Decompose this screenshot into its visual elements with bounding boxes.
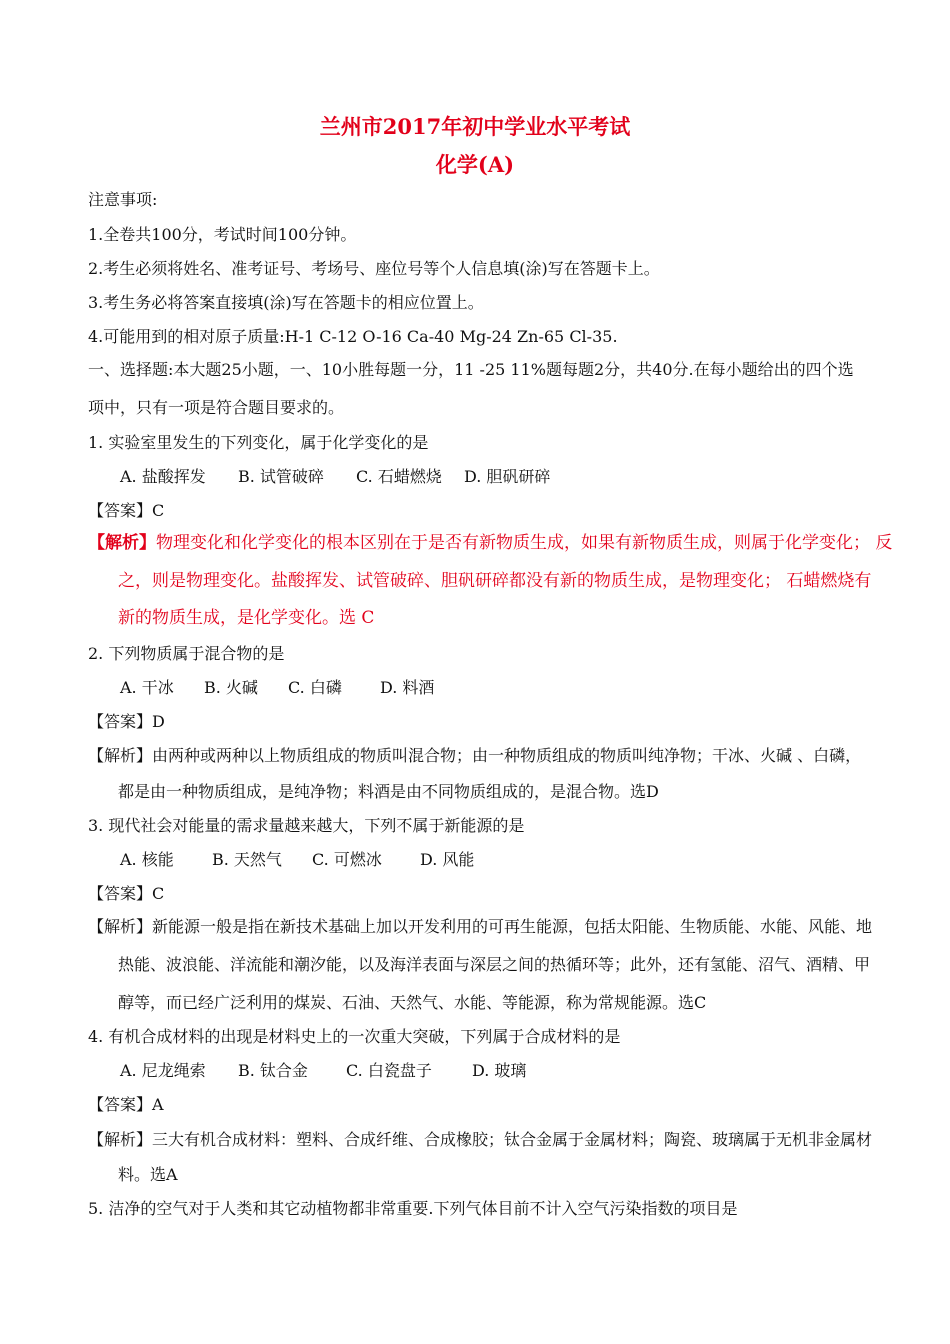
- analysis-line: 新的物质生成，是化学变化。选 C: [118, 608, 375, 628]
- analysis-line: 之，则是物理变化。盐酸挥发、试管破碎、胆矾研碎都没有新的物质生成，是物理变化； 石蜡燃烧有: [118, 571, 872, 591]
- section-intro: 一、选择题:本大题25小题，一、10小胜每题一分，11 -25 11%题每题2分，共40分.在每小题给出的四个选: [88, 360, 854, 379]
- question-options: [120, 1060, 526, 1082]
- option: A. 核能: [120, 850, 174, 869]
- analysis-tag: 【解析】: [88, 746, 153, 765]
- question-stem: 5. 洁净的空气对于人类和其它动植物都非常重要.下列气体目前不计入空气污染指数的项目是: [88, 1199, 738, 1218]
- question-stem: 4. 有机合成材料的出现是材料史上的一次重大突破，下列属于合成材料的是: [88, 1027, 621, 1046]
- question-options: [120, 466, 550, 488]
- option: B. 火碱: [204, 678, 258, 697]
- answer-tag: 【答案】: [88, 501, 153, 520]
- option: A. 尼龙绳索: [120, 1061, 206, 1080]
- analysis-text: 新能源一般是指在新技术基础上加以开发利用的可再生能源，包括太阳能、生物质能、水能、风能、地: [152, 917, 873, 936]
- analysis-line: 都是由一种物质组成，是纯净物；料酒是由不同物质组成的，是混合物。选D: [118, 782, 659, 801]
- analysis-line: 醇等，而已经广泛利用的煤炭、石油、天然气、水能、等能源，称为常规能源。选C: [118, 993, 707, 1012]
- answer-value: C: [152, 501, 165, 520]
- exam-subtitle: 化学(A): [435, 152, 515, 177]
- question-stem: 3. 现代社会对能量的需求量越来越大，下列不属于新能源的是: [88, 816, 525, 835]
- option: C. 白磷: [288, 678, 342, 697]
- analysis-text: 由两种或两种以上物质组成的物质叫混合物；由一种物质组成的物质叫纯净物；干冰、火碱 、白磷，: [152, 746, 862, 765]
- option: B. 天然气: [212, 850, 282, 869]
- answer-tag: 【答案】: [88, 1095, 153, 1114]
- question-stem: 1. 实验室里发生的下列变化，属于化学变化的是: [88, 433, 429, 452]
- answer-value: D: [152, 712, 165, 731]
- option: D. 玻璃: [472, 1061, 527, 1080]
- section-intro: 项中，只有一项是符合题目要求的。: [88, 398, 345, 417]
- answer-tag: 【答案】: [88, 884, 153, 903]
- answer-line: [88, 883, 164, 905]
- answer-value: C: [152, 884, 165, 903]
- analysis-line: [88, 532, 892, 554]
- analysis-tag: 【解析】: [88, 917, 153, 936]
- question-options: [120, 849, 474, 871]
- question-options: [120, 677, 434, 699]
- analysis-tag: 【解析】: [88, 1130, 153, 1149]
- option: A. 盐酸挥发: [120, 467, 206, 486]
- option: B. 试管破碎: [238, 467, 324, 486]
- option: B. 钛合金: [238, 1061, 308, 1080]
- option: A. 干冰: [120, 678, 174, 697]
- notice-item: 4.可能用到的相对原子质量:H-1 C-12 O-16 Ca-40 Mg-24 Zn-65 Cl-35.: [88, 327, 618, 346]
- analysis-line: [88, 1129, 872, 1151]
- option: D. 料酒: [380, 678, 435, 697]
- analysis-line: [88, 745, 861, 767]
- analysis-line: [88, 916, 872, 938]
- analysis-text: 三大有机合成材料：塑料、合成纤维、合成橡胶；钛合金属于金属材料；陶瓷、玻璃属于无机非金属材: [152, 1130, 873, 1149]
- notice-heading: 注意事项:: [88, 190, 158, 209]
- answer-line: [88, 711, 165, 733]
- analysis-tag: 【解析】: [88, 533, 156, 553]
- notice-item: 3.考生务必将答案直接填(涂)写在答题卡的相应位置上。: [88, 293, 484, 312]
- notice-item: 2.考生必须将姓名、准考证号、考场号、座位号等个人信息填(涂)写在答题卡上。: [88, 259, 660, 278]
- answer-line: [88, 1094, 164, 1116]
- answer-line: [88, 500, 164, 522]
- option: C. 白瓷盘子: [346, 1061, 432, 1080]
- option: D. 胆矾研碎: [464, 467, 551, 486]
- notice-item: 1.全卷共100分，考试时间100分钟。: [88, 225, 357, 244]
- answer-tag: 【答案】: [88, 712, 153, 731]
- analysis-line: 料。选A: [118, 1165, 178, 1184]
- question-stem: 2. 下列物质属于混合物的是: [88, 644, 285, 663]
- option: C. 石蜡燃烧: [356, 467, 442, 486]
- analysis-text: 物理变化和化学变化的根本区别在于是否有新物质生成，如果有新物质生成，则属于化学变化； 反: [156, 533, 893, 553]
- analysis-line: 热能、波浪能、洋流能和潮汐能，以及海洋表面与深层之间的热循环等；此外，还有氢能、沼气、酒精、甲: [118, 955, 871, 974]
- option: D. 风能: [420, 850, 475, 869]
- option: C. 可燃冰: [312, 850, 382, 869]
- answer-value: A: [152, 1095, 164, 1114]
- exam-title: 兰州市2017年初中学业水平考试: [319, 114, 631, 139]
